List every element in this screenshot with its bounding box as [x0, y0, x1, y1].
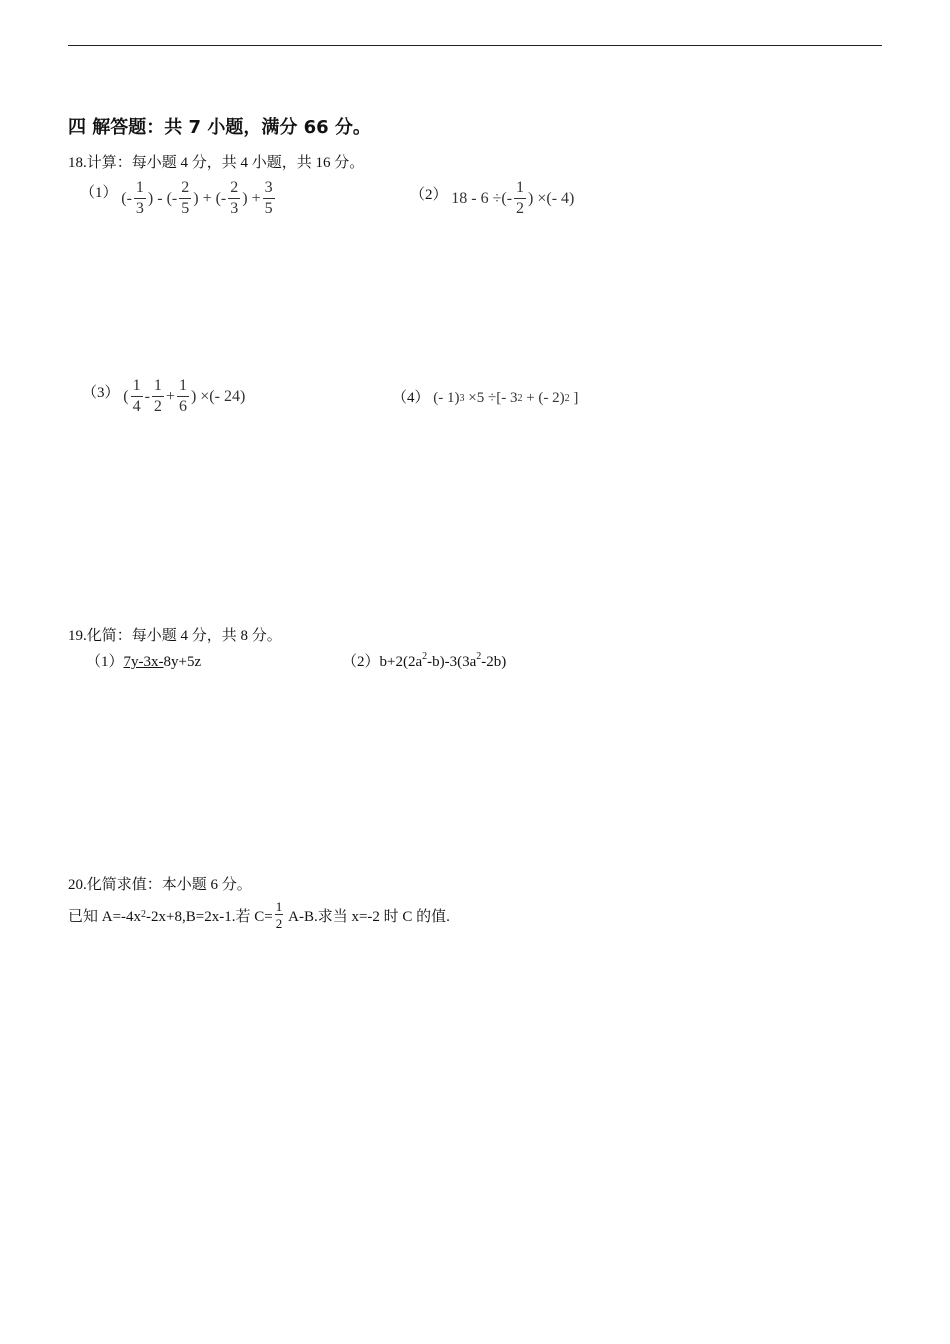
q20-term-3: A-B.求当 x=-2 时 C 的值.: [285, 908, 450, 925]
q19-p2-label: （2）: [342, 654, 380, 670]
q20-expression: 已知 A=-4x 2 -2x+8,B=2x-1.若 C= $\frac{1}{2}$ A-B.求当 x=-2 时 C 的值.: [68, 899, 450, 931]
q18-p2-term-1: 18 - 6 ÷(-: [451, 189, 513, 207]
q20-fraction: $\frac{1}{2}$: [275, 899, 283, 931]
q18-p2-term-2: ) ×(- 4): [528, 189, 575, 207]
q18-p1-label: （1）: [80, 184, 118, 201]
q18-p4-expression: (- 1) 3 ×5 ÷[- 3 2 + (- 2) 2 ]: [433, 390, 579, 406]
q18-p3-term-2: -: [144, 387, 150, 405]
q19-p2-term-2: -b)-3(3a: [427, 654, 477, 670]
q18-p1-term-4: ) +: [242, 189, 261, 207]
q18-p1-term-3: ) + (-: [193, 189, 227, 207]
q19-p2-term-1: b+2(2a: [379, 654, 423, 670]
q18-p1-fraction-1: $\frac{1}{3}$: [135, 179, 144, 217]
q18-p1-fraction-4: $\frac{3}{5}$: [264, 179, 273, 217]
q18-problem-3: [82, 378, 245, 415]
q18-problem-1: [80, 180, 277, 217]
q18-p2-fraction: $\frac{1}{2}$: [516, 179, 525, 217]
q18-p2-expression: [451, 180, 574, 217]
q18-p3-fraction-1: $\frac{1}{4}$: [132, 377, 141, 415]
q18-p4-term-3: + (- 2): [522, 390, 565, 406]
q18-p2-label: （2）: [410, 186, 448, 203]
q19-p1-label: （1）: [86, 654, 124, 670]
q19-problem-2: [342, 650, 506, 671]
q19-p2-exponent-1: 2: [422, 651, 428, 662]
top-rule: [68, 45, 882, 46]
q19-p1-underlined: 7y-3x-: [123, 654, 164, 670]
q18-p3-expression: [123, 378, 245, 415]
q18-p4-label: （4）: [392, 390, 430, 406]
q19-p2-term-3: -2b): [481, 654, 507, 670]
q18-p1-term-2: ) - (-: [147, 189, 178, 207]
q18-p3-term-1: (: [123, 387, 129, 405]
q19-p2-exponent-2: 2: [476, 651, 482, 662]
q18-p3-label: （3）: [82, 384, 120, 401]
q20-heading: 20.化简求值：本小题 6 分。: [68, 877, 252, 893]
section-title: 四 解答题：共 7 小题，满分 66 分。: [68, 117, 371, 138]
q18-problem-2: [410, 180, 574, 217]
q18-p3-fraction-3: $\frac{1}{6}$: [178, 377, 187, 415]
q19-p1-rest: 8y+5z: [163, 654, 202, 670]
q18-p1-fraction-3: $\frac{2}{3}$: [230, 179, 239, 217]
q18-p3-term-4: ) ×(- 24): [190, 387, 246, 405]
q18-p4-term-1: (- 1): [433, 390, 460, 406]
q18-p4-term-4: ]: [569, 390, 579, 406]
q18-heading: 18.计算：每小题 4 分，共 4 小题，共 16 分。: [68, 155, 365, 171]
q20-statement: [68, 900, 450, 930]
q18-p1-expression: [121, 180, 276, 217]
q18-p3-fraction-2: $\frac{1}{2}$: [153, 377, 162, 415]
q18-p1-fraction-2: $\frac{2}{5}$: [181, 179, 190, 217]
q18-problem-4: [392, 386, 578, 407]
q18-p4-term-2: ×5 ÷[- 3: [464, 390, 518, 406]
q19-problem-1: [86, 650, 201, 671]
q18-p3-term-3: +: [165, 387, 175, 405]
q20-term-1: 已知 A=-4x: [68, 908, 142, 925]
q20-term-2: -2x+8,B=2x-1.若 C=: [146, 908, 273, 925]
q19-heading: 19.化简：每小题 4 分，共 8 分。: [68, 628, 282, 644]
q18-p1-term-1: (-: [121, 189, 132, 207]
